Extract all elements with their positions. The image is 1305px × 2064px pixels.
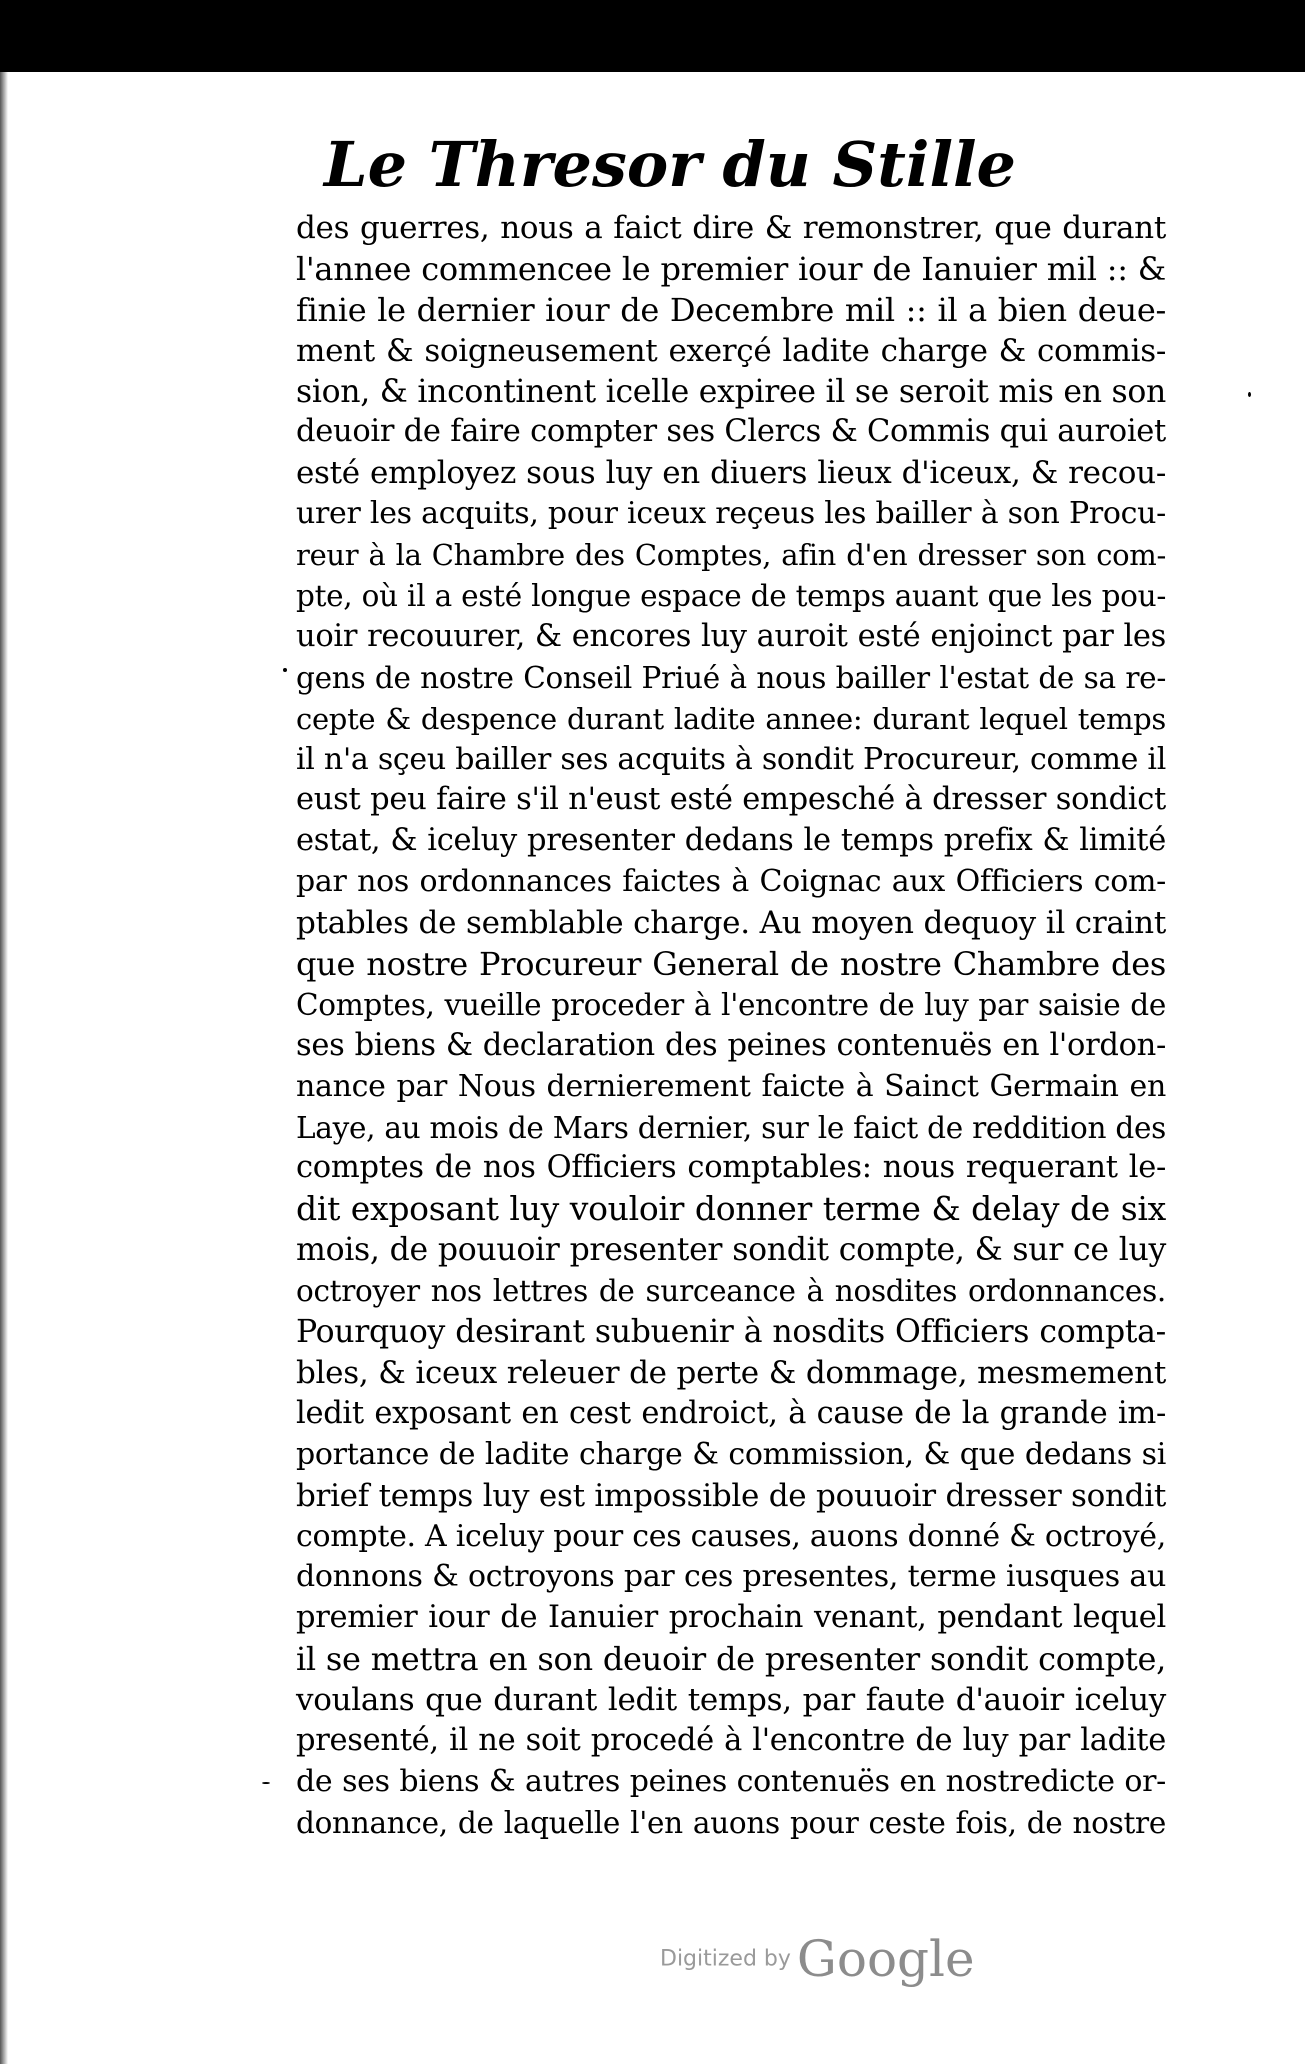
text-line: portance de ladite charge & commission, & que dedans si <box>296 1436 1166 1472</box>
text-line: reur à la Chambre des Comptes, afin d'en dresser son com- <box>296 538 1166 573</box>
scan-top-border <box>0 0 1305 72</box>
text-line: par nos ordonnances faictes à Coignac aux Officiers com- <box>296 864 1166 900</box>
text-line: presenté, il ne soit procedé à l'encontre de luy par ladite <box>296 1722 1166 1758</box>
text-line: donnons & octroyons par ces presentes, terme iusques au <box>296 1559 1166 1595</box>
text-line: ledit exposant en cest endroict, à cause de la grande im- <box>296 1395 1166 1431</box>
text-line: comptes de nos Officiers comptables: nous requerant le- <box>296 1150 1166 1186</box>
text-line: eust peu faire s'il n'eust esté empesché à dresser sondict <box>296 782 1166 818</box>
text-line: ment & soigneusement exerçé ladite charge & commis- <box>296 332 1166 369</box>
text-line: urer les acquits, pour iceux reçeus les bailler à son Procu- <box>296 496 1166 532</box>
text-line: finie le dernier iour de Decembre mil :: il a bien deue- <box>296 290 1166 329</box>
text-line: gens de nostre Conseil Priué à nous bailler l'estat de sa re- <box>296 660 1166 695</box>
body-text <box>296 208 1166 1840</box>
text-line: l'annee commencee le premier iour de Ianuier mil :: & <box>296 249 1166 288</box>
text-line: donnance, de laquelle l'en auons pour ceste fois, de nostre <box>296 1805 1166 1840</box>
digitized-watermark <box>660 1930 1000 2000</box>
text-line: sion, & incontinent icelle expiree il se seroit mis en son <box>296 373 1166 410</box>
text-line: uoir recouurer, & encores luy auroit esté enjoinct par les <box>296 618 1166 654</box>
text-line: ptables de semblable charge. Au moyen dequoy il craint <box>296 905 1166 942</box>
text-line: estat, & iceluy presenter dedans le temps prefix & limité <box>296 823 1166 859</box>
text-line: mois, de pouuoir presenter sondit compte, & sur ce luy <box>296 1232 1166 1269</box>
text-line: que nostre Procureur General de nostre Chambre des <box>296 945 1166 984</box>
text-line: bles, & iceux releuer de perte & dommage, mesmement <box>296 1354 1166 1391</box>
text-line: pte, où il a esté longue espace de temps auant que les pou- <box>296 579 1166 614</box>
text-line: brief temps luy est impossible de pouuoir dresser sondit <box>296 1477 1166 1514</box>
text-line: des guerres, nous a faict dire & remonstrer, que durant <box>296 210 1166 246</box>
text-line: premier iour de Ianuier prochain venant, pendant lequel <box>296 1600 1166 1636</box>
text-line: Pourquoy desirant subuenir à nosdits Officiers compta- <box>296 1314 1166 1351</box>
text-line: voulans que durant ledit temps, par faute d'auoir iceluy <box>296 1682 1166 1719</box>
ink-speck <box>262 1782 270 1784</box>
running-head: Le Thresor du Stille <box>324 128 1016 201</box>
text-line: ses biens & declaration des peines contenuës en l'ordon- <box>296 1027 1166 1063</box>
text-line: octroyer nos lettres de surceance à nosdites ordonnances. <box>296 1274 1166 1309</box>
text-line: il se mettra en son deuoir de presenter sondit compte, <box>296 1640 1166 1679</box>
text-line: Comptes, vueille proceder à l'encontre de luy par saisie de <box>296 987 1166 1022</box>
text-line: de ses biens & autres peines contenuës en nostredicte or- <box>296 1763 1166 1799</box>
ink-speck <box>1248 392 1251 397</box>
text-line: dit exposant luy vouloir donner terme & delay de six <box>296 1189 1166 1229</box>
text-line: Laye, au mois de Mars dernier, sur le faict de reddition des <box>296 1110 1166 1145</box>
text-line: compte. A iceluy pour ces causes, auons donné & octroyé, <box>296 1518 1166 1554</box>
text-line: esté employez sous luy en diuers lieux d'iceux, & recou- <box>296 455 1166 492</box>
google-logo: Google <box>796 1930 975 1988</box>
text-line: deuoir de faire compter ses Clercs & Commis qui auroiet <box>296 414 1166 450</box>
text-line: nance par Nous dernierement faicte à Sainct Germain en <box>296 1068 1166 1104</box>
text-line: cepte & despence durant ladite annee: durant lequel temps <box>296 701 1166 736</box>
text-line: il n'a sçeu bailler ses acquits à sondit Procureur, comme il <box>296 741 1166 777</box>
ink-speck <box>283 668 287 672</box>
watermark-prefix: Digitized by <box>660 1946 791 1972</box>
page-gutter-shadow <box>0 72 8 2064</box>
